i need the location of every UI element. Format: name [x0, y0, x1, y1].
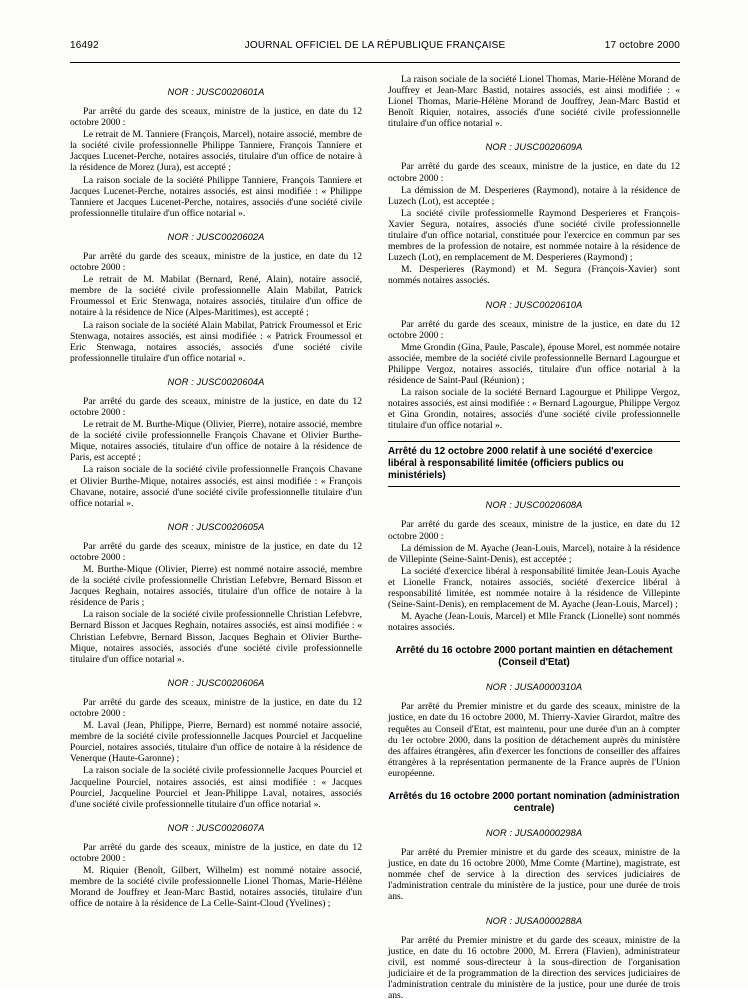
body-paragraph: Le retrait de M. Mabilat (Bernard, René, Alain), notaire associé, membre de la société civile professionnelle Alain Mabilat, Patrick Froumessol et Eric Stenwaga, notaires associés, titulaire d'un office de notaire à la résidence de Nice (Alpes-Maritimes), est accepté ;: [70, 274, 362, 318]
section-heading-ruled: [388, 441, 680, 487]
body-paragraph: Par arrêté du garde des sceaux, ministre de la justice, en date du 12 octobre 2000 :: [70, 106, 362, 128]
publication-title: JOURNAL OFFICIEL DE LA RÉPUBLIQUE FRANÇAISE: [70, 40, 680, 51]
nor-reference: NOR : JUSC0020604A: [70, 377, 362, 387]
body-paragraph: Le retrait de M. Tanniere (François, Marcel), notaire associé, membre de la société civile professionnelle Philippe Tanniere, François Tanniere et Jacques Lucenet-Perche, notaires associés, titulaire d'un office de notaire à la résidence de Morez (Jura), est accepté ;: [70, 129, 362, 173]
nor-reference: NOR : JUSC0020601A: [70, 87, 362, 97]
page-header: [70, 40, 680, 58]
nor-reference: NOR : JUSC0020602A: [70, 232, 362, 242]
body-paragraph: La raison sociale de la société civile professionnelle François Chavane et Olivier Burthe-Mique, notaires associés, est ainsi modifiée : « François Chavane, notaire, associé d'une société civile professionnelle titulaire d'un office notarial ».: [70, 464, 362, 508]
section-heading: Arrêté du 16 octobre 2000 portant maintien en détachement (Conseil d'Etat): [388, 645, 680, 669]
body-paragraph: La raison sociale de la société Bernard Lagourgue et Philippe Vergoz, notaires associés, est ainsi modifiée : « Bernard Lagourgue, Philippe Vergoz et Gina Grondin, notaires, associés d'une société civile professionnelle titulaire d'un office notarial ».: [388, 387, 680, 431]
body-paragraph: M. Laval (Jean, Philippe, Pierre, Bernard) est nommé notaire associé, membre de la société civile professionnelle Jacques Pourciel et Jacqueline Pourciel, notaires associés, titulaire d'un office de notaire à la résidence de Venerque (Haute-Garonne) ;: [70, 720, 362, 764]
nor-reference: NOR : JUSC0020609A: [388, 142, 680, 152]
body-paragraph: Par arrêté du Premier ministre et du garde des sceaux, ministre de la justice, en date du 16 octobre 2000, M. Errera (Flavien), administrateur civil, est nommé sous-directeur à la sous-direction de l'organisation judiciaire et de la programmation de la direction des services judiciaires de l'administration centrale du ministère de la justice, pour une durée de trois ans.: [388, 935, 680, 1001]
two-column-body: [70, 74, 680, 964]
folio-number: 16492: [70, 40, 99, 51]
nor-reference: NOR : JUSC0020605A: [70, 522, 362, 532]
body-paragraph: La raison sociale de la société civile professionnelle Jacques Pourciel et Jacqueline Pourciel, notaires associés, est ainsi modifiée : « Jacques Pourciel, Jacqueline Pourciel et Jean-Philippe Laval, notaires, associés d'une société civile professionnelle titulaire d'un office notarial ».: [70, 765, 362, 809]
section-rule-top: [388, 441, 680, 442]
body-paragraph: La société d'exercice libéral à responsabilité limitée Jean-Louis Ayache et Lionelle Franck, notaires associés, société d'exercice libéral à responsabilité limitée, est nommée notaire à la résidence de Villepinte (Seine-Saint-Denis), en remplacement de M. Ayache (Jean-Louis, Marcel) ;: [388, 566, 680, 610]
body-paragraph: M. Desperieres (Raymond) et M. Segura (François-Xavier) sont nommés notaires associés.: [388, 264, 680, 286]
body-paragraph: Par arrêté du Premier ministre et du garde des sceaux, ministre de la justice, en date du 16 octobre 2000, Mme Comte (Martine), magistrate, est nommée chef de service à la direction des services judiciaires de l'administration centrale du ministère de la justice, pour une durée de trois ans.: [388, 847, 680, 902]
body-paragraph: Par arrêté du Premier ministre et du garde des sceaux, ministre de la justice, en date du 16 octobre 2000, M. Thierry-Xavier Girardot, maître des requêtes au Conseil d'Etat, est maintenu, pour une durée d'un an à compter du 1er octobre 2000, dans la position de détachement auprès du ministère des affaires étrangères, afin d'exercer les fonctions de conseiller des affaires étrangères à la représentation permanente de la France auprès de l'Union européenne.: [388, 701, 680, 779]
right-column: [388, 74, 680, 964]
body-paragraph: M. Riquier (Benoît, Gilbert, Wilhelm) est nommé notaire associé, membre de la société civile professionnelle Lionel Thomas, Marie-Hélène Morand de Jouffrey et Jean-Marc Bastid, notaires associés, titulaire d'un office de notaire à la résidence de La Celle-Saint-Cloud (Yvelines) ;: [70, 865, 362, 909]
body-paragraph: Le retrait de M. Burthe-Mique (Olivier, Pierre), notaire associé, membre de la société civile professionnelle François Chavane et Olivier Burthe-Mique, notaires associés, titulaire d'un office de notaire à la résidence de Paris, est accepté ;: [70, 419, 362, 463]
body-paragraph: Par arrêté du garde des sceaux, ministre de la justice, en date du 12 octobre 2000 :: [388, 161, 680, 183]
body-paragraph: Par arrêté du garde des sceaux, ministre de la justice, en date du 12 octobre 2000 :: [70, 842, 362, 864]
body-paragraph: La raison sociale de la société Alain Mabilat, Patrick Froumessol et Eric Stenwaga, notaires associés, est ainsi modifiée : « Patrick Froumessol et Eric Stenwaga, notaires associés, associés d'une société civile professionnelle titulaire d'un office notarial ».: [70, 320, 362, 364]
nor-reference: NOR : JUSA0000298A: [388, 828, 680, 838]
body-paragraph: Par arrêté du garde des sceaux, ministre de la justice, en date du 12 octobre 2000 :: [70, 697, 362, 719]
body-paragraph: La démission de M. Ayache (Jean-Louis, Marcel), notaire à la résidence de Villepinte (Seine-Saint-Denis), est acceptée ;: [388, 543, 680, 565]
section-heading: Arrêtés du 16 octobre 2000 portant nomination (administration centrale): [388, 791, 680, 815]
section-rule-bottom: [388, 486, 680, 487]
nor-reference: NOR : JUSA0000310A: [388, 682, 680, 692]
body-paragraph: Par arrêté du garde des sceaux, ministre de la justice, en date du 12 octobre 2000 :: [388, 519, 680, 541]
body-paragraph: La démission de M. Desperieres (Raymond), notaire à la résidence de Luzech (Lot), est acceptée ;: [388, 185, 680, 207]
nor-reference: NOR : JUSA0000288A: [388, 916, 680, 926]
body-paragraph: Par arrêté du garde des sceaux, ministre de la justice, en date du 12 octobre 2000 :: [70, 541, 362, 563]
body-paragraph: Par arrêté du garde des sceaux, ministre de la justice, en date du 12 octobre 2000 :: [70, 396, 362, 418]
body-paragraph: Mme Grondin (Gina, Paule, Pascale), épouse Morel, est nommée notaire associée, membre de la société civile professionnelle Bernard Lagourgue et Philippe Vergoz, notaires associés, titulaire d'un office notarial à la résidence de Saint-Paul (Réunion) ;: [388, 342, 680, 386]
body-paragraph: La raison sociale de la société Lionel Thomas, Marie-Hélène Morand de Jouffrey et Jean-Marc Bastid, notaires associés, est ainsi modifiée : « Lionel Thomas, Marie-Hélène Morand de Jouffrey, Jean-Marc Bastid et Benoît Riquier, notaires, associés d'une société civile professionnelle titulaire d'un office notarial ».: [388, 74, 680, 129]
publication-date: 17 octobre 2000: [605, 40, 680, 51]
body-paragraph: M. Ayache (Jean-Louis, Marcel) et Mlle Franck (Lionelle) sont nommés notaires associés.: [388, 611, 680, 633]
nor-reference: NOR : JUSC0020610A: [388, 300, 680, 310]
header-rule: [70, 62, 680, 63]
body-paragraph: Par arrêté du garde des sceaux, ministre de la justice, en date du 12 octobre 2000 :: [388, 319, 680, 341]
nor-reference: NOR : JUSC0020608A: [388, 500, 680, 510]
body-paragraph: M. Burthe-Mique (Olivier, Pierre) est nommé notaire associé, membre de la société civile professionnelle Christian Lefebvre, Bernard Bisson et Jacques Reghain, notaires associés, titulaire d'un office de notaire à la résidence de Paris ;: [70, 564, 362, 608]
body-paragraph: La raison sociale de la société Philippe Tanniere, François Tanniere et Jacques Lucenet-Perche, notaires associés, est ainsi modifiée : « Philippe Tanniere et Jacques Lucenet-Perche, notaires, associés d'une société civile professionnelle titulaire d'un office notarial ».: [70, 175, 362, 219]
left-column: [70, 74, 362, 964]
body-paragraph: La société civile professionnelle Raymond Desperieres et François-Xavier Segura, notaires, associés d'une société civile professionnelle titulaire d'un office notarial, constituée pour l'exercice en commun par ses membres de la profession de notaire, est nommée notaire à la résidence de Luzech (Lot), en remplacement de M. Desperieres (Raymond) ;: [388, 208, 680, 263]
body-paragraph: La raison sociale de la société civile professionnelle Christian Lefebvre, Bernard Bisson et Jacques Reghain, notaires associés, est ainsi modifiée : « Christian Lefebvre, Bernard Bisson, Jacques Beghain et Olivier Burthe-Mique, notaires associés, associés d'une société civile professionnelle titulaire d'un office notarial ».: [70, 609, 362, 664]
nor-reference: NOR : JUSC0020607A: [70, 823, 362, 833]
section-heading: Arrêté du 12 octobre 2000 relatif à une société d'exercice libéral à responsabilité limitée (officiers publics ou ministériels): [388, 446, 680, 482]
body-paragraph: Par arrêté du garde des sceaux, ministre de la justice, en date du 12 octobre 2000 :: [70, 251, 362, 273]
nor-reference: NOR : JUSC0020606A: [70, 678, 362, 688]
